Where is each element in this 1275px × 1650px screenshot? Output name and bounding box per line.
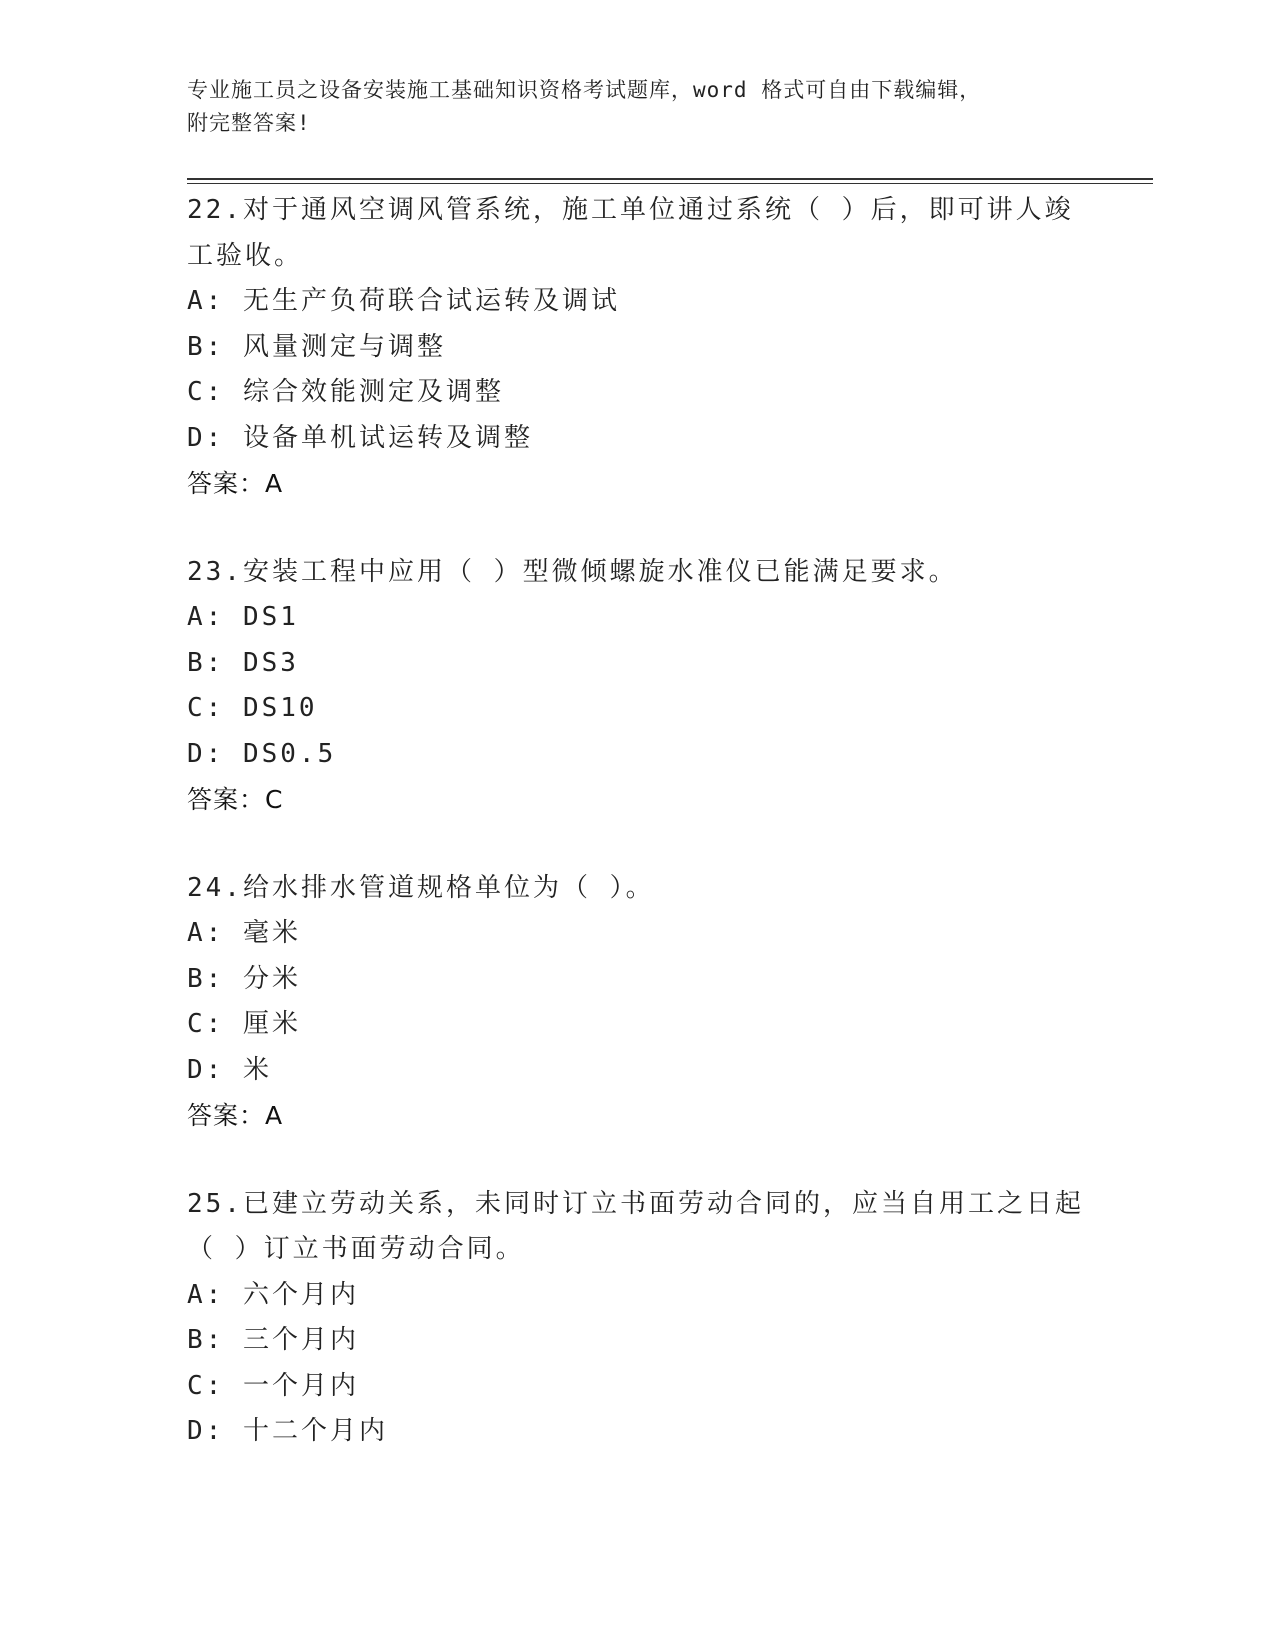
option-c: C: 一个月内 (187, 1370, 359, 1401)
option-b: B: 分米 (187, 963, 301, 994)
option-d: D: 米 (187, 1054, 272, 1085)
option-a: A: DS1 (187, 602, 299, 632)
answer-label: 答案： (187, 1101, 266, 1130)
option-c: C: 综合效能测定及调整 (187, 377, 504, 407)
question-22 (187, 188, 1087, 507)
answer-value: C (265, 785, 284, 814)
question-stem-line: （ ）订立书面劳动合同。 (187, 1234, 525, 1264)
option-c: C: DS10 (187, 693, 318, 723)
option-b: B: 风量测定与调整 (187, 331, 446, 362)
option-a: A: 无生产负荷联合试运转及调试 (187, 286, 620, 316)
option-a: A: 六个月内 (187, 1279, 359, 1310)
option-b: B: 三个月内 (187, 1325, 359, 1355)
question-stem-line: 工验收。 (187, 240, 304, 271)
option-a: A: 毫米 (187, 918, 301, 948)
header-divider-thick (187, 178, 1153, 180)
question-stem-line: 22.对于通风空调风管系统，施工单位通过系统（ ）后，即可讲人竣 (187, 195, 1074, 225)
option-d: D: DS0.5 (187, 738, 337, 769)
question-stem-line: 23.安装工程中应用（ ）型微倾螺旋水准仪已能满足要求。 (187, 556, 958, 587)
option-b: B: DS3 (187, 647, 299, 678)
answer-line (187, 1093, 1087, 1139)
question-stem-line: 24.给水排水管道规格单位为（ ）。 (187, 872, 655, 903)
header-line-1: 专业施工员之设备安装施工基础知识资格考试题库，word 格式可自由下载编辑， (187, 78, 982, 102)
question-23 (187, 550, 1087, 823)
answer-line (187, 461, 1087, 507)
question-list (187, 188, 1087, 1498)
answer-value: A (265, 469, 284, 498)
question-stem-line: 25.已建立劳动关系，未同时订立书面劳动合同的，应当自用工之日起 (187, 1188, 1084, 1219)
option-d: D: 十二个月内 (187, 1416, 388, 1446)
answer-value: A (265, 1101, 284, 1130)
header-divider-thin (187, 183, 1153, 184)
option-d: D: 设备单机试运转及调整 (187, 422, 533, 453)
answer-label: 答案： (187, 785, 266, 814)
question-25 (187, 1182, 1087, 1455)
document-header (187, 74, 1087, 140)
answer-line (187, 777, 1087, 823)
header-line-2: 附完整答案! (187, 111, 311, 135)
question-24 (187, 866, 1087, 1139)
answer-label: 答案： (187, 469, 266, 498)
option-c: C: 厘米 (187, 1009, 301, 1039)
